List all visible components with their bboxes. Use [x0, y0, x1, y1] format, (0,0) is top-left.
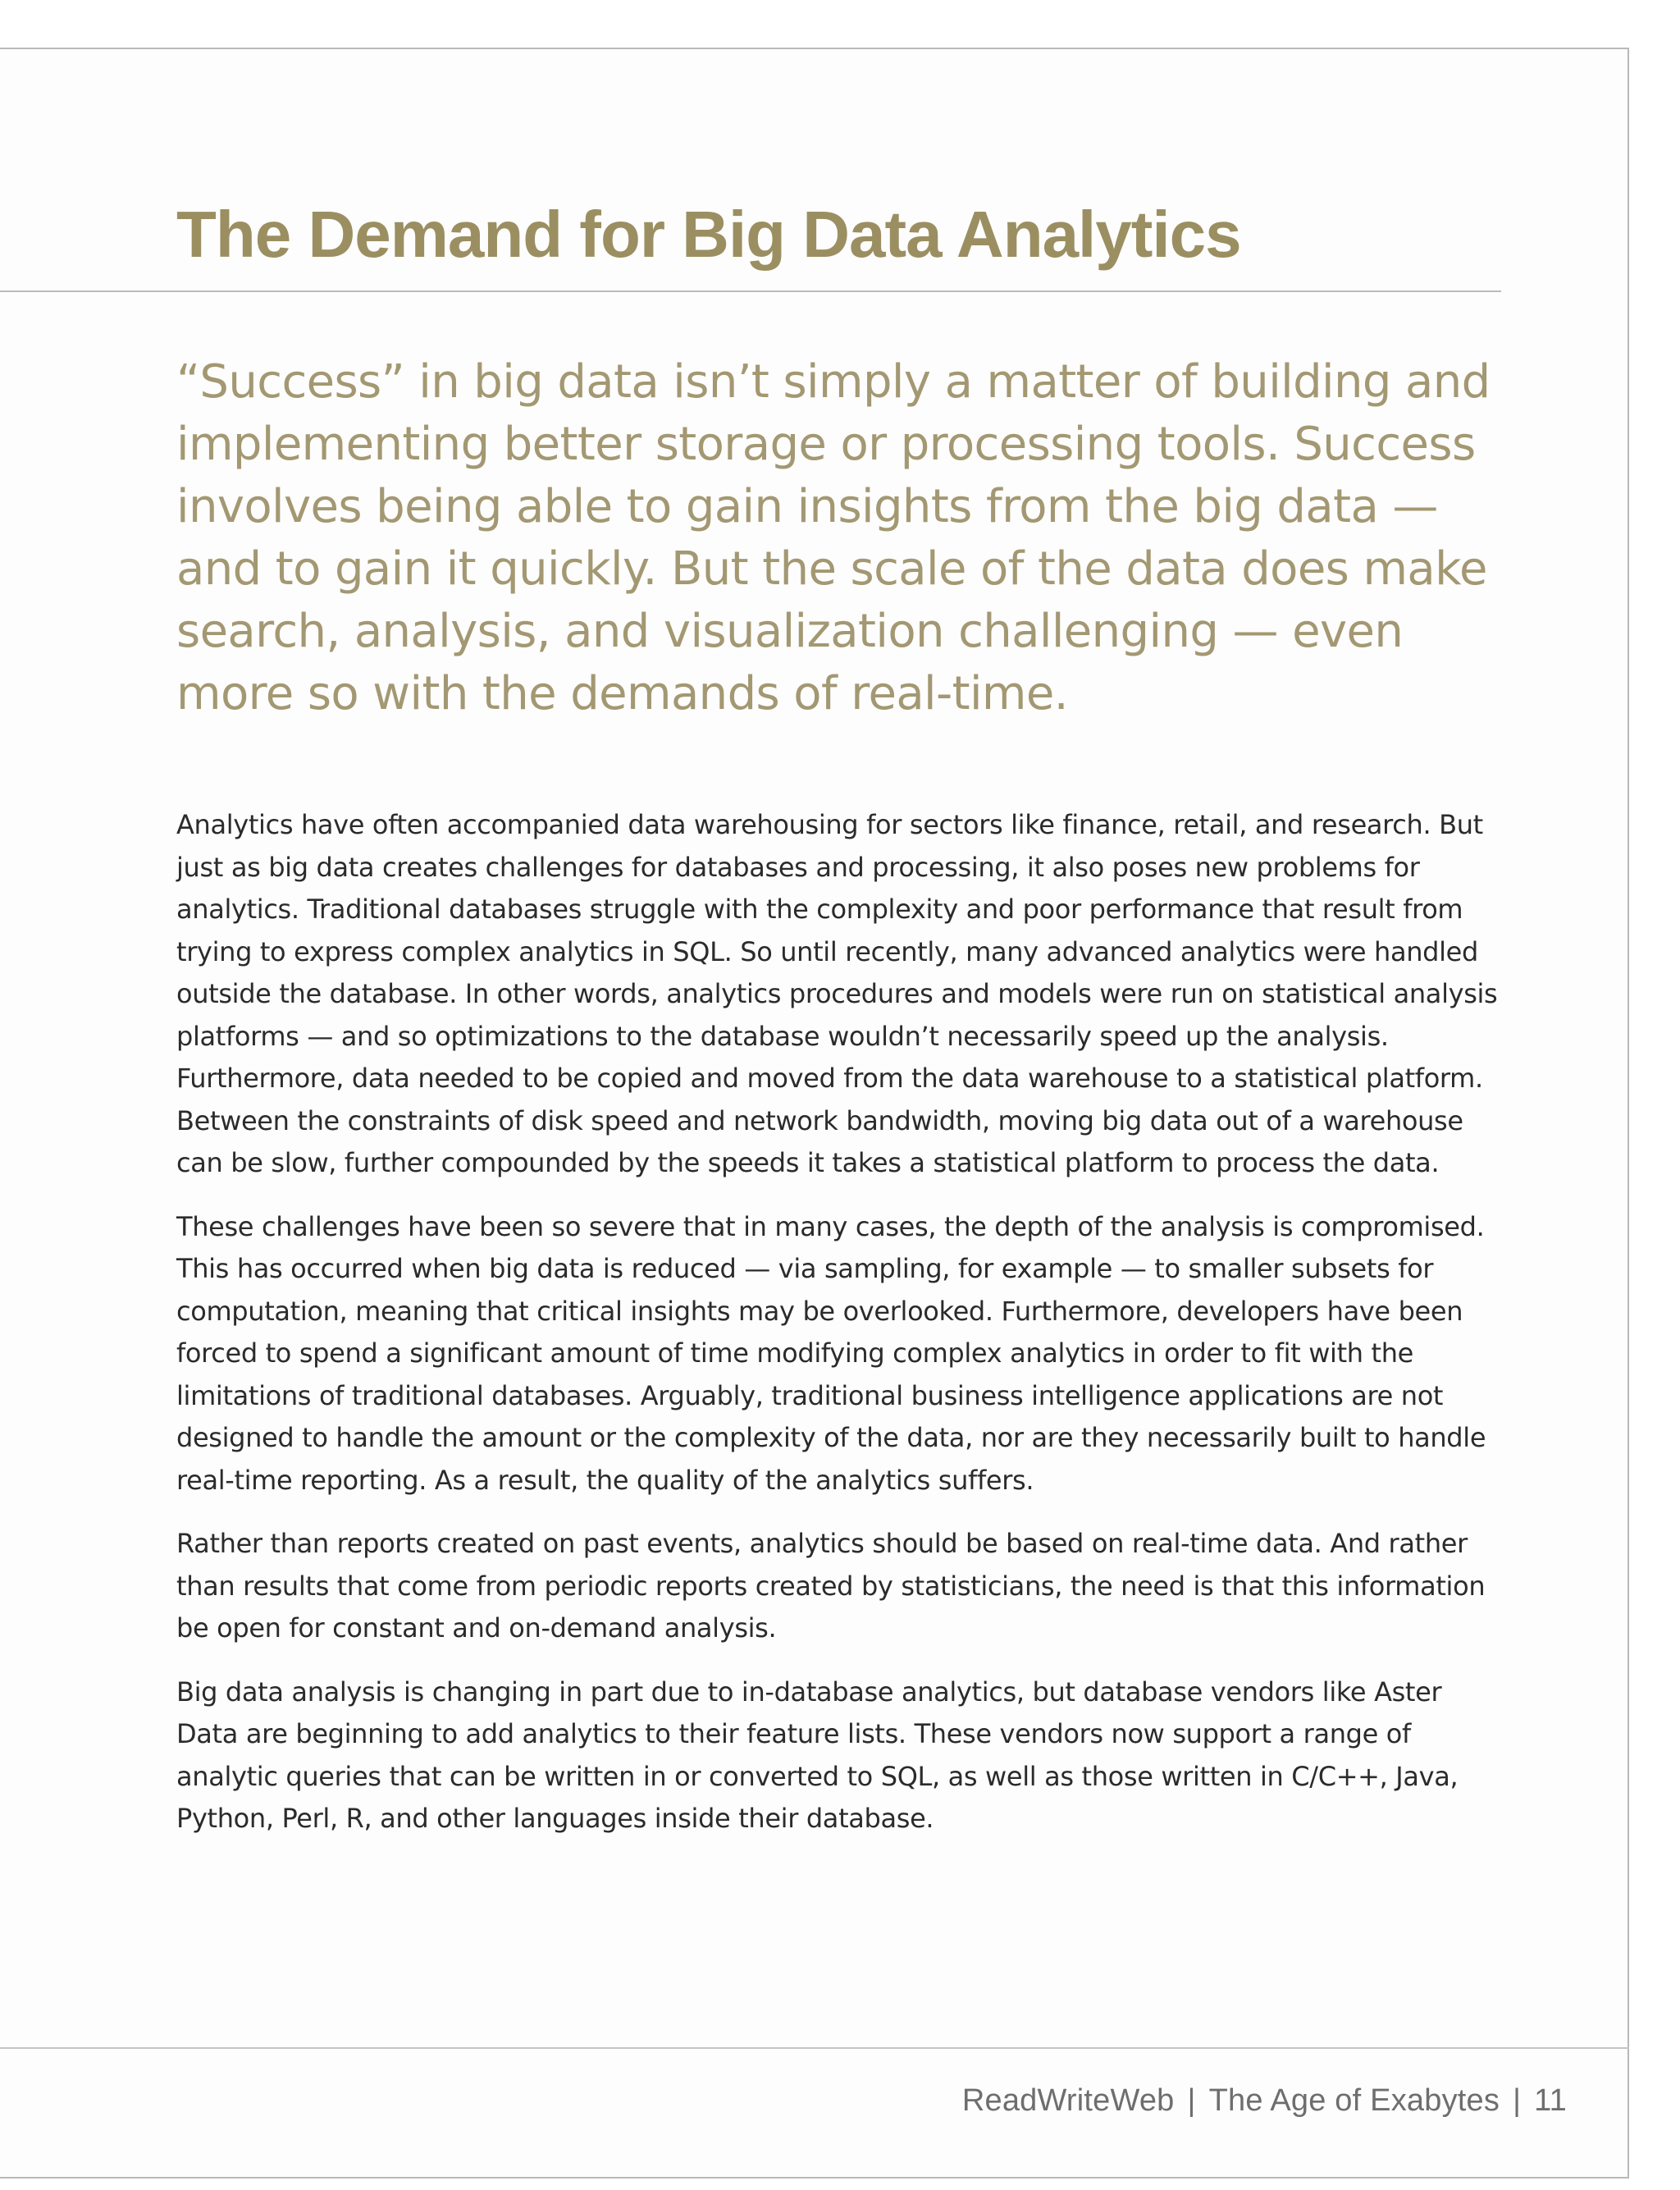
- pull-quote: “Success” in big data isn’t simply a matter of building and implementing better storage or processing tools. Success involves being able to gain insights from the big data — and to gain it quickly. But the scale of the data does make search, analysis, and visualization challenging — even more so with the demands of real-time.: [176, 355, 1491, 720]
- page-footer: [962, 2081, 1567, 2120]
- body-paragraph-1: Analytics have often accompanied data warehousing for sectors like finance, retail, and research. But just as big data creates challenges for databases and processing, it also poses new problems for analytics. Traditional databases struggle with the complexity and poor performance that result from trying to express complex analytics in SQL. So until recently, many advanced analytics were handled outside the database. In other words, analytics procedures and models were run on statistical analysis platforms — and so optimizations to the database wouldn’t necessarily speed up the analysis. Furthermore, data needed to be copied and moved from the data warehouse to a statistical platform. Between the constraints of disk speed and network bandwidth, moving big data out of a warehouse can be slow, further compounded by the speeds it takes a statistical platform to process the data.: [176, 809, 1498, 1178]
- footer-divider: [0, 2047, 1629, 2049]
- page-number: 11: [1534, 2083, 1567, 2118]
- body-paragraph-3: Rather than reports created on past events, analytics should be based on real-time data. And rather than results that come from periodic reports created by statisticians, the need is that this information be open for constant and on-demand analysis.: [176, 1528, 1486, 1644]
- footer-separator: |: [1513, 2083, 1522, 2118]
- body-paragraph-4: Big data analysis is changing in part due to in-database analytics, but database vendors like Aster Data are beginning to add analytics to their feature lists. These vendors now support a range of analytic queries that can be written in or converted to SQL, as well as those written in C/C++, Java, Python, Perl, R, and other languages inside their database.: [176, 1676, 1459, 1834]
- footer-publisher: ReadWriteWeb: [961, 2083, 1175, 2118]
- footer-publication: The Age of Exabytes: [1208, 2083, 1500, 2118]
- title-divider: [0, 290, 1501, 292]
- article-body: [176, 804, 1509, 1862]
- page-title: The Demand for Big Data Analytics: [176, 198, 1241, 271]
- body-paragraph-2: These challenges have been so severe that in many cases, the depth of the analysis is compromised. This has occurred when big data is reduced — via sampling, for example — to smaller subsets for computation, meaning that critical insights may be overlooked. Furthermore, developers have been forced to spend a significant amount of time modifying complex analytics in order to fit with the limitations of traditional databases. Arguably, traditional business intelligence applications are not designed to handle the amount or the complexity of the data, nor are they necessarily built to handle real-time reporting. As a result, the quality of the analytics suffers.: [176, 1210, 1486, 1496]
- footer-separator: |: [1187, 2083, 1196, 2118]
